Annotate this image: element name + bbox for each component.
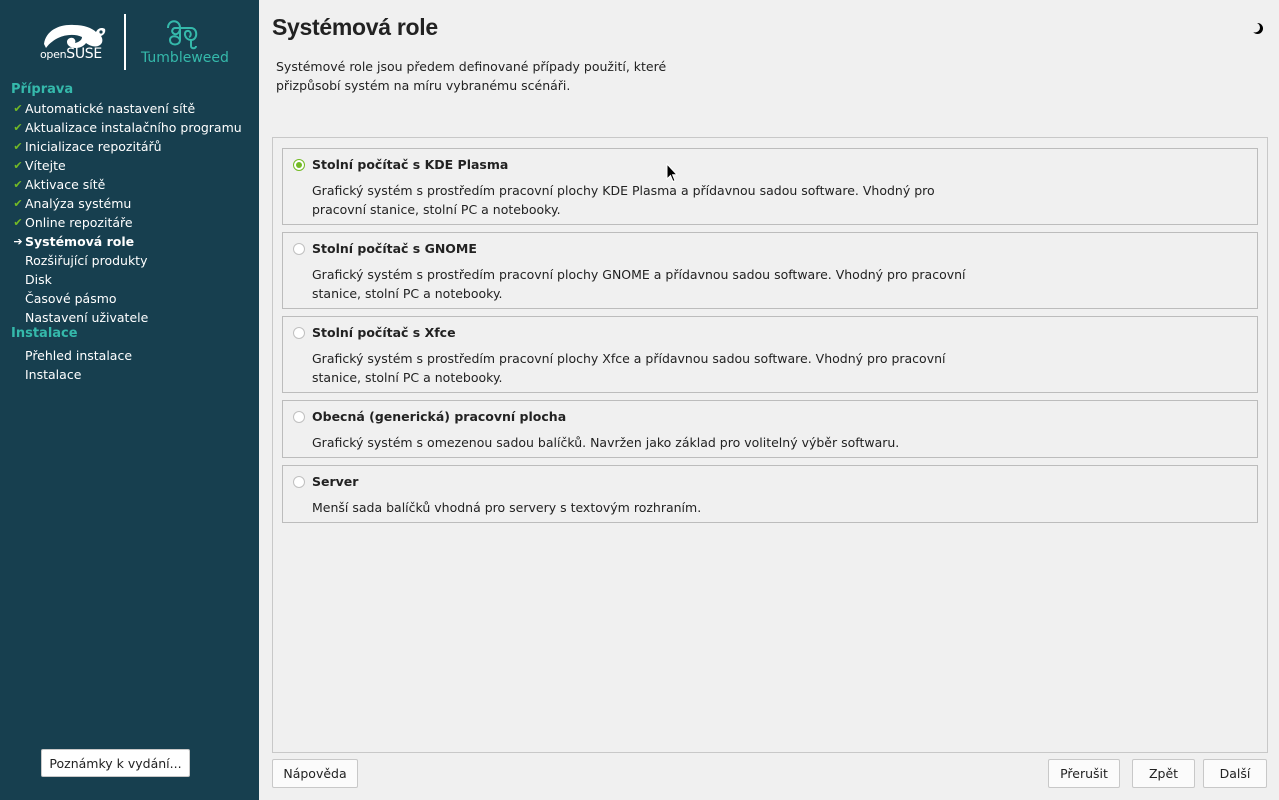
step-label: Instalace <box>25 367 82 382</box>
step-prep-4 <box>13 175 106 194</box>
step-prep-5 <box>13 194 132 213</box>
role-description: Grafický systém s prostředím pracovní plochy GNOME a přídavnou sadou software. Vhodný pro pracovní stanice, stolní PC a notebooky. <box>312 267 966 301</box>
step-label: Online repozitáře <box>25 215 133 230</box>
check-icon: ✔ <box>13 216 23 229</box>
logo-divider <box>124 14 126 70</box>
edition-name: Tumbleweed <box>141 50 229 66</box>
step-label: Časové pásmo <box>25 291 117 306</box>
role-option-gnome[interactable] <box>282 232 1258 309</box>
abort-button[interactable]: Přerušit <box>1048 759 1120 788</box>
role-radio-gnome[interactable] <box>293 243 305 255</box>
help-button[interactable]: Nápověda <box>272 759 358 788</box>
check-icon: ✔ <box>13 140 23 153</box>
role-title: Obecná (generická) pracovní plocha <box>312 409 567 424</box>
check-icon: ✔ <box>13 197 23 210</box>
step-label: Inicializace repozitářů <box>25 139 162 154</box>
step-group-preparation: Příprava <box>11 82 74 97</box>
logo-area <box>0 0 259 80</box>
step-prep-6 <box>13 213 133 232</box>
step-prep-0 <box>13 99 196 118</box>
step-prep-10 <box>25 289 117 308</box>
step-label: Systémová role <box>25 234 135 249</box>
release-notes-button[interactable]: Poznámky k vydání... <box>41 749 190 777</box>
intro-text <box>276 57 696 95</box>
step-prep-8 <box>25 251 148 270</box>
step-prep-1 <box>13 118 242 137</box>
role-title: Stolní počítač s KDE Plasma <box>312 157 509 172</box>
check-icon: ✔ <box>13 159 23 172</box>
check-icon: ✔ <box>13 178 23 191</box>
intro-line-2: přizpůsobí systém na míru vybranému scénáři. <box>276 78 571 93</box>
intro-line-1: Systémové role jsou předem definované případy použití, které <box>276 59 667 74</box>
opensuse-wordmark: openSUSE <box>40 46 102 62</box>
step-prep-2 <box>13 137 162 156</box>
role-description: Menší sada balíčků vhodná pro servery s textovým rozhraním. <box>312 500 702 515</box>
back-button[interactable]: Zpět <box>1132 759 1195 788</box>
step-prep-3 <box>13 156 66 175</box>
step-group-installation: Instalace <box>11 326 78 341</box>
step-label: Vítejte <box>25 158 66 173</box>
role-description: Grafický systém s prostředím pracovní plochy KDE Plasma a přídavnou sadou software. Vhodný pro pracovní stanice, stolní PC a notebooky. <box>312 183 935 217</box>
role-description: Grafický systém s omezenou sadou balíčků. Navržen jako základ pro volitelný výběr softwaru. <box>312 435 900 450</box>
role-title: Stolní počítač s GNOME <box>312 241 477 256</box>
step-label: Automatické nastavení sítě <box>25 101 196 116</box>
step-prep-7 <box>13 232 135 251</box>
role-description: Grafický systém s prostředím pracovní plochy Xfce a přídavnou sadou software. Vhodný pro pracovní stanice, stolní PC a notebooky. <box>312 351 946 385</box>
role-radio-server[interactable] <box>293 476 305 488</box>
role-option-generic[interactable] <box>282 400 1258 458</box>
sidebar <box>0 0 259 800</box>
role-radio-xfce[interactable] <box>293 327 305 339</box>
step-label: Aktualizace instalačního programu <box>25 120 242 135</box>
step-label: Disk <box>25 272 52 287</box>
step-label: Aktivace sítě <box>25 177 106 192</box>
step-label: Analýza systému <box>25 196 132 211</box>
page-title: Systémová role <box>272 14 438 40</box>
step-label: Nastavení uživatele <box>25 310 149 325</box>
role-title: Server <box>312 474 359 489</box>
theme-toggle-icon[interactable] <box>1251 22 1264 35</box>
check-icon: ✔ <box>13 102 23 115</box>
current-arrow-icon: ➔ <box>13 235 23 248</box>
check-icon: ✔ <box>13 121 23 134</box>
step-label: Rozšiřující produkty <box>25 253 148 268</box>
step-inst-1 <box>25 365 81 384</box>
role-option-kde[interactable] <box>282 148 1258 225</box>
step-prep-9 <box>25 270 52 289</box>
role-radio-kde[interactable] <box>293 159 305 171</box>
next-button[interactable]: Další <box>1203 759 1267 788</box>
role-title: Stolní počítač s Xfce <box>312 325 456 340</box>
role-option-server[interactable] <box>282 465 1258 523</box>
role-option-xfce[interactable] <box>282 316 1258 393</box>
tumbleweed-logo <box>165 16 201 50</box>
mouse-cursor-icon <box>666 163 678 183</box>
step-label: Přehled instalace <box>25 348 133 363</box>
step-inst-0 <box>25 346 132 365</box>
role-radio-generic[interactable] <box>293 411 305 423</box>
